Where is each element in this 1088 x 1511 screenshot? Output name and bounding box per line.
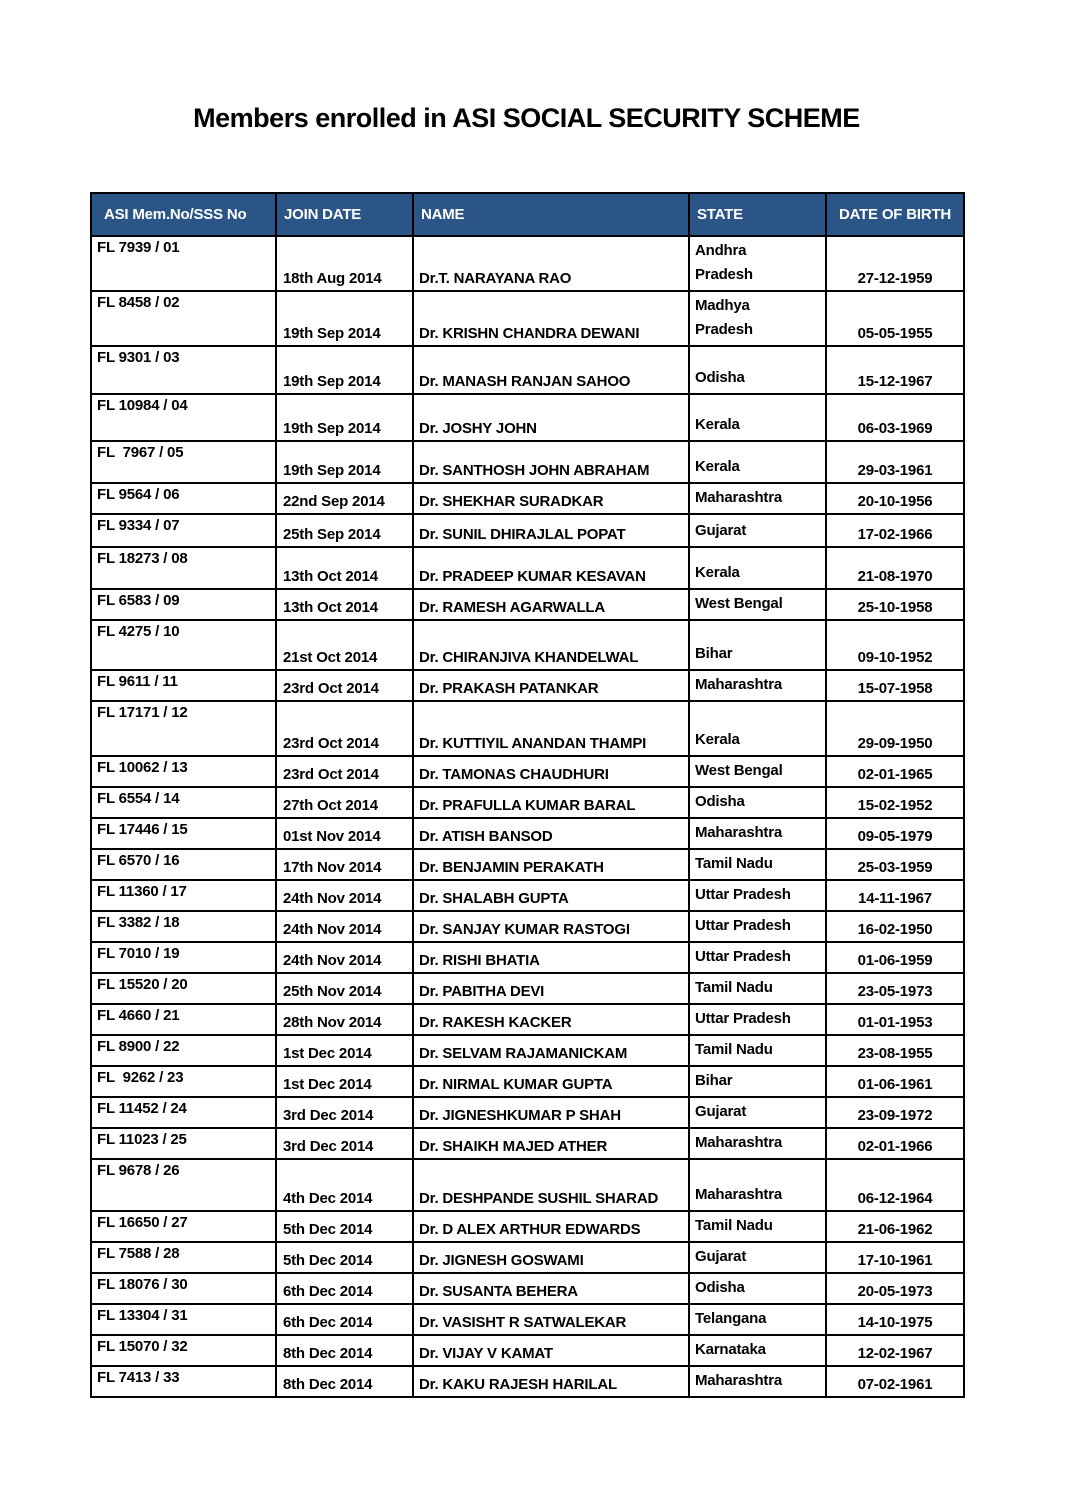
- cell-join-date: 23rd Oct 2014: [276, 670, 413, 701]
- cell-join-date: 8th Dec 2014: [276, 1335, 413, 1366]
- cell-state: Gujarat: [689, 514, 826, 547]
- cell-dob: 06-03-1969: [826, 394, 964, 441]
- cell-mem-no: FL 11360 / 17: [91, 880, 276, 911]
- cell-name: Dr. PRAFULLA KUMAR BARAL: [413, 787, 689, 818]
- cell-state: Tamil Nadu: [689, 1035, 826, 1066]
- cell-name: Dr. RISHI BHATIA: [413, 942, 689, 973]
- cell-join-date: 19th Sep 2014: [276, 291, 413, 346]
- table-row: [91, 346, 964, 394]
- table-row: [91, 514, 964, 547]
- cell-name: Dr. PABITHA DEVI: [413, 973, 689, 1004]
- cell-join-date: 24th Nov 2014: [276, 880, 413, 911]
- cell-name: Dr. BENJAMIN PERAKATH: [413, 849, 689, 880]
- table-row: [91, 756, 964, 787]
- cell-join-date: 25th Nov 2014: [276, 973, 413, 1004]
- cell-mem-no: FL 11023 / 25: [91, 1128, 276, 1159]
- cell-name: Dr. SUNIL DHIRAJLAL POPAT: [413, 514, 689, 547]
- cell-state: Gujarat: [689, 1097, 826, 1128]
- table-row: [91, 1159, 964, 1211]
- cell-mem-no: FL 18273 / 08: [91, 547, 276, 589]
- cell-join-date: 1st Dec 2014: [276, 1066, 413, 1097]
- cell-join-date: 19th Sep 2014: [276, 346, 413, 394]
- cell-mem-no: FL 11452 / 24: [91, 1097, 276, 1128]
- cell-state: Kerala: [689, 394, 826, 441]
- cell-dob: 29-03-1961: [826, 441, 964, 483]
- cell-state: Kerala: [689, 701, 826, 756]
- cell-dob: 27-12-1959: [826, 236, 964, 291]
- cell-state: Maharashtra: [689, 1159, 826, 1211]
- table-row: [91, 880, 964, 911]
- cell-name: Dr. JIGNESHKUMAR P SHAH: [413, 1097, 689, 1128]
- cell-join-date: 4th Dec 2014: [276, 1159, 413, 1211]
- table-row: [91, 1273, 964, 1304]
- cell-mem-no: FL 6583 / 09: [91, 589, 276, 620]
- cell-join-date: 28th Nov 2014: [276, 1004, 413, 1035]
- cell-join-date: 13th Oct 2014: [276, 589, 413, 620]
- cell-state: Tamil Nadu: [689, 973, 826, 1004]
- cell-dob: 07-02-1961: [826, 1366, 964, 1397]
- cell-mem-no: FL 16650 / 27: [91, 1211, 276, 1242]
- table-row: [91, 1211, 964, 1242]
- cell-mem-no: FL 7967 / 05: [91, 441, 276, 483]
- cell-name: Dr. TAMONAS CHAUDHURI: [413, 756, 689, 787]
- cell-state: West Bengal: [689, 589, 826, 620]
- cell-dob: 15-02-1952: [826, 787, 964, 818]
- cell-name: Dr. CHIRANJIVA KHANDELWAL: [413, 620, 689, 670]
- cell-mem-no: FL 3382 / 18: [91, 911, 276, 942]
- page-title: Members enrolled in ASI SOCIAL SECURITY SCHEME: [193, 103, 860, 133]
- table-row: [91, 818, 964, 849]
- cell-dob: 23-05-1973: [826, 973, 964, 1004]
- table-row: [91, 911, 964, 942]
- cell-mem-no: FL 7010 / 19: [91, 942, 276, 973]
- cell-name: Dr. DESHPANDE SUSHIL SHARAD: [413, 1159, 689, 1211]
- cell-dob: 17-02-1966: [826, 514, 964, 547]
- cell-name: Dr. SUSANTA BEHERA: [413, 1273, 689, 1304]
- cell-dob: 09-10-1952: [826, 620, 964, 670]
- cell-state: Uttar Pradesh: [689, 911, 826, 942]
- cell-name: Dr. JOSHY JOHN: [413, 394, 689, 441]
- cell-name: Dr. SHEKHAR SURADKAR: [413, 483, 689, 514]
- cell-join-date: 6th Dec 2014: [276, 1304, 413, 1335]
- table-row: [91, 1335, 964, 1366]
- cell-mem-no: FL 10062 / 13: [91, 756, 276, 787]
- cell-join-date: 22nd Sep 2014: [276, 483, 413, 514]
- members-table: [90, 192, 965, 1398]
- cell-dob: 14-11-1967: [826, 880, 964, 911]
- cell-mem-no: FL 7413 / 33: [91, 1366, 276, 1397]
- cell-name: Dr. KAKU RAJESH HARILAL: [413, 1366, 689, 1397]
- cell-dob: 15-12-1967: [826, 346, 964, 394]
- cell-name: Dr. RAMESH AGARWALLA: [413, 589, 689, 620]
- cell-dob: 23-08-1955: [826, 1035, 964, 1066]
- cell-name: Dr. VASISHT R SATWALEKAR: [413, 1304, 689, 1335]
- cell-state: Maharashtra: [689, 1366, 826, 1397]
- table-row: [91, 670, 964, 701]
- cell-join-date: 23rd Oct 2014: [276, 701, 413, 756]
- cell-state: Karnataka: [689, 1335, 826, 1366]
- cell-name: Dr. VIJAY V KAMAT: [413, 1335, 689, 1366]
- cell-mem-no: FL 7939 / 01: [91, 236, 276, 291]
- cell-state: Maharashtra: [689, 483, 826, 514]
- cell-state: Uttar Pradesh: [689, 880, 826, 911]
- cell-state: Andhra Pradesh: [689, 236, 826, 291]
- cell-mem-no: FL 9334 / 07: [91, 514, 276, 547]
- table-row: [91, 291, 964, 346]
- cell-mem-no: FL 9301 / 03: [91, 346, 276, 394]
- table-row: [91, 441, 964, 483]
- cell-mem-no: FL 15070 / 32: [91, 1335, 276, 1366]
- cell-state: Odisha: [689, 787, 826, 818]
- cell-name: Dr. NIRMAL KUMAR GUPTA: [413, 1066, 689, 1097]
- cell-dob: 09-05-1979: [826, 818, 964, 849]
- cell-dob: 01-06-1959: [826, 942, 964, 973]
- cell-state: Bihar: [689, 620, 826, 670]
- cell-join-date: 5th Dec 2014: [276, 1211, 413, 1242]
- cell-join-date: 01st Nov 2014: [276, 818, 413, 849]
- table-row: [91, 236, 964, 291]
- cell-join-date: 13th Oct 2014: [276, 547, 413, 589]
- cell-dob: 05-05-1955: [826, 291, 964, 346]
- cell-name: Dr. SHAIKH MAJED ATHER: [413, 1128, 689, 1159]
- table-row: [91, 1004, 964, 1035]
- cell-name: Dr. SANTHOSH JOHN ABRAHAM: [413, 441, 689, 483]
- column-header-mem-no: ASI Mem.No/SSS No: [91, 193, 276, 236]
- cell-join-date: 23rd Oct 2014: [276, 756, 413, 787]
- cell-dob: 17-10-1961: [826, 1242, 964, 1273]
- cell-state: Uttar Pradesh: [689, 942, 826, 973]
- cell-name: Dr. RAKESH KACKER: [413, 1004, 689, 1035]
- column-header-state: STATE: [689, 193, 826, 236]
- cell-mem-no: FL 4660 / 21: [91, 1004, 276, 1035]
- cell-state: Tamil Nadu: [689, 1211, 826, 1242]
- cell-name: Dr. D ALEX ARTHUR EDWARDS: [413, 1211, 689, 1242]
- cell-name: Dr. SHALABH GUPTA: [413, 880, 689, 911]
- cell-join-date: 3rd Dec 2014: [276, 1097, 413, 1128]
- cell-dob: 01-01-1953: [826, 1004, 964, 1035]
- cell-mem-no: FL 8458 / 02: [91, 291, 276, 346]
- cell-dob: 14-10-1975: [826, 1304, 964, 1335]
- cell-name: Dr. KUTTIYIL ANANDAN THAMPI: [413, 701, 689, 756]
- cell-mem-no: FL 9262 / 23: [91, 1066, 276, 1097]
- column-header-name: NAME: [413, 193, 689, 236]
- cell-state: Gujarat: [689, 1242, 826, 1273]
- cell-name: Dr. MANASH RANJAN SAHOO: [413, 346, 689, 394]
- table-header-row: [91, 193, 964, 236]
- cell-mem-no: FL 9611 / 11: [91, 670, 276, 701]
- cell-dob: 23-09-1972: [826, 1097, 964, 1128]
- table-row: [91, 1097, 964, 1128]
- table-row: [91, 547, 964, 589]
- cell-mem-no: FL 4275 / 10: [91, 620, 276, 670]
- cell-dob: 25-10-1958: [826, 589, 964, 620]
- cell-state: Maharashtra: [689, 1128, 826, 1159]
- cell-join-date: 1st Dec 2014: [276, 1035, 413, 1066]
- table-row: [91, 942, 964, 973]
- table-row: [91, 1035, 964, 1066]
- cell-mem-no: FL 8900 / 22: [91, 1035, 276, 1066]
- cell-join-date: 25th Sep 2014: [276, 514, 413, 547]
- cell-dob: 21-06-1962: [826, 1211, 964, 1242]
- cell-state: Bihar: [689, 1066, 826, 1097]
- cell-join-date: 19th Sep 2014: [276, 441, 413, 483]
- cell-dob: 25-03-1959: [826, 849, 964, 880]
- cell-dob: 20-05-1973: [826, 1273, 964, 1304]
- cell-name: Dr. ATISH BANSOD: [413, 818, 689, 849]
- cell-mem-no: FL 7588 / 28: [91, 1242, 276, 1273]
- cell-dob: 21-08-1970: [826, 547, 964, 589]
- cell-state: Kerala: [689, 441, 826, 483]
- cell-name: Dr. SELVAM RAJAMANICKAM: [413, 1035, 689, 1066]
- cell-join-date: 27th Oct 2014: [276, 787, 413, 818]
- cell-mem-no: FL 15520 / 20: [91, 973, 276, 1004]
- cell-state: Maharashtra: [689, 670, 826, 701]
- table-row: [91, 394, 964, 441]
- cell-name: Dr. SANJAY KUMAR RASTOGI: [413, 911, 689, 942]
- cell-mem-no: FL 6554 / 14: [91, 787, 276, 818]
- cell-dob: 20-10-1956: [826, 483, 964, 514]
- cell-join-date: 6th Dec 2014: [276, 1273, 413, 1304]
- table-row: [91, 1128, 964, 1159]
- cell-join-date: 3rd Dec 2014: [276, 1128, 413, 1159]
- cell-join-date: 18th Aug 2014: [276, 236, 413, 291]
- column-header-dob: DATE OF BIRTH: [826, 193, 964, 236]
- cell-state: Odisha: [689, 1273, 826, 1304]
- table-row: [91, 1304, 964, 1335]
- cell-state: West Bengal: [689, 756, 826, 787]
- cell-join-date: 19th Sep 2014: [276, 394, 413, 441]
- table-row: [91, 1366, 964, 1397]
- table-row: [91, 973, 964, 1004]
- cell-state: Kerala: [689, 547, 826, 589]
- table-row: [91, 701, 964, 756]
- cell-join-date: 5th Dec 2014: [276, 1242, 413, 1273]
- cell-state: Telangana: [689, 1304, 826, 1335]
- cell-dob: 06-12-1964: [826, 1159, 964, 1211]
- cell-join-date: 17th Nov 2014: [276, 849, 413, 880]
- table-row: [91, 620, 964, 670]
- cell-state: Madhya Pradesh: [689, 291, 826, 346]
- cell-mem-no: FL 6570 / 16: [91, 849, 276, 880]
- cell-dob: 02-01-1966: [826, 1128, 964, 1159]
- cell-join-date: 21st Oct 2014: [276, 620, 413, 670]
- cell-dob: 15-07-1958: [826, 670, 964, 701]
- cell-name: Dr. JIGNESH GOSWAMI: [413, 1242, 689, 1273]
- cell-join-date: 8th Dec 2014: [276, 1366, 413, 1397]
- table-row: [91, 787, 964, 818]
- cell-dob: 01-06-1961: [826, 1066, 964, 1097]
- cell-mem-no: FL 13304 / 31: [91, 1304, 276, 1335]
- cell-state: Uttar Pradesh: [689, 1004, 826, 1035]
- cell-join-date: 24th Nov 2014: [276, 942, 413, 973]
- table-row: [91, 849, 964, 880]
- cell-name: Dr. KRISHN CHANDRA DEWANI: [413, 291, 689, 346]
- table-row: [91, 1242, 964, 1273]
- cell-name: Dr.T. NARAYANA RAO: [413, 236, 689, 291]
- cell-state: Tamil Nadu: [689, 849, 826, 880]
- cell-mem-no: FL 9678 / 26: [91, 1159, 276, 1211]
- cell-mem-no: FL 17171 / 12: [91, 701, 276, 756]
- table-body: [91, 236, 964, 1397]
- cell-mem-no: FL 17446 / 15: [91, 818, 276, 849]
- table-row: [91, 589, 964, 620]
- cell-mem-no: FL 18076 / 30: [91, 1273, 276, 1304]
- cell-join-date: 24th Nov 2014: [276, 911, 413, 942]
- cell-dob: 16-02-1950: [826, 911, 964, 942]
- cell-state: Maharashtra: [689, 818, 826, 849]
- document-page: [90, 103, 963, 1398]
- cell-name: Dr. PRADEEP KUMAR KESAVAN: [413, 547, 689, 589]
- cell-dob: 12-02-1967: [826, 1335, 964, 1366]
- table-row: [91, 1066, 964, 1097]
- cell-dob: 02-01-1965: [826, 756, 964, 787]
- cell-mem-no: FL 10984 / 04: [91, 394, 276, 441]
- table-row: [91, 483, 964, 514]
- cell-mem-no: FL 9564 / 06: [91, 483, 276, 514]
- column-header-join-date: JOIN DATE: [276, 193, 413, 236]
- cell-name: Dr. PRAKASH PATANKAR: [413, 670, 689, 701]
- cell-state: Odisha: [689, 346, 826, 394]
- cell-dob: 29-09-1950: [826, 701, 964, 756]
